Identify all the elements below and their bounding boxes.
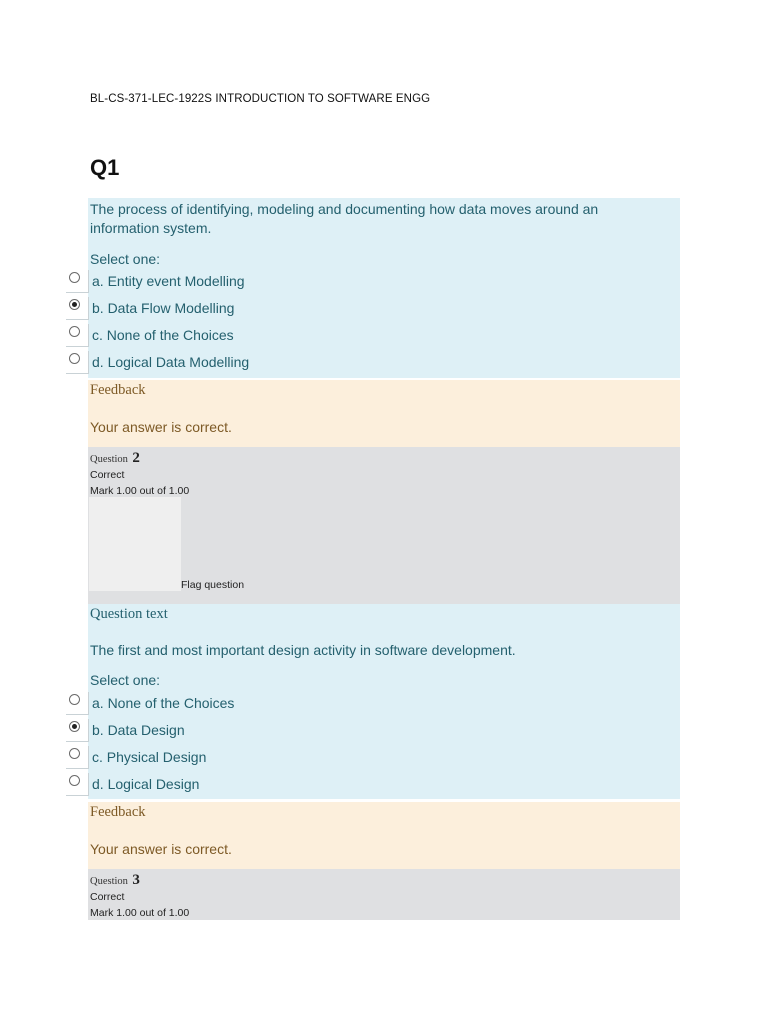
question-3-status: Correct [90,891,125,903]
option-label: a. Entity event Modelling [92,273,245,289]
question-2-number [90,449,140,467]
question-1-select-label: Select one: [90,251,161,267]
question-text-label: Question text [90,606,168,622]
radio-unchecked-icon[interactable] [69,694,80,705]
question-3-mark: Mark 1.00 out of 1.00 [90,907,190,919]
option-label: c. None of the Choices [92,327,234,343]
question-2-info-block [88,447,680,604]
feedback-text: Your answer is correct. [90,419,232,435]
option-label: d. Logical Data Modelling [92,354,250,370]
question-number: 3 [132,872,140,888]
flag-question-link[interactable]: Flag question [181,579,245,591]
radio-unchecked-icon[interactable] [69,748,80,759]
feedback-label: Feedback [90,382,146,398]
question-word: Question [90,454,128,465]
flag-icon[interactable] [89,497,181,591]
question-3-number [90,871,140,889]
question-number: 2 [132,450,140,466]
question-2-mark: Mark 1.00 out of 1.00 [90,485,190,497]
feedback-label: Feedback [90,804,146,820]
question-2-status: Correct [90,469,125,481]
option-label: d. Logical Design [92,776,200,792]
radio-checked-icon[interactable] [69,299,80,310]
question-2-feedback-block [88,802,680,869]
option-label: a. None of the Choices [92,695,235,711]
question-1-text-line1: The process of identifying, modeling and documenting how data moves around an [90,201,599,217]
question-1-feedback-block [88,380,680,447]
radio-unchecked-icon[interactable] [69,775,80,786]
question-word: Question [90,876,128,887]
radio-checked-icon[interactable] [69,721,80,732]
question-2-text: The first and most important design activity in software development. [90,642,516,658]
question-1-text-line2: information system. [90,220,212,236]
option-label: b. Data Flow Modelling [92,300,235,316]
question-heading: Q1 [90,155,120,180]
question-2-select-label: Select one: [90,672,161,688]
radio-unchecked-icon[interactable] [69,326,80,337]
feedback-text: Your answer is correct. [90,841,232,857]
course-title: BL-CS-371-LEC-1922S INTRODUCTION TO SOFTWARE ENGG [90,93,431,105]
option-label: b. Data Design [92,722,185,738]
radio-unchecked-icon[interactable] [69,272,80,283]
option-label: c. Physical Design [92,749,207,765]
radio-unchecked-icon[interactable] [69,353,80,364]
question-3-info-block [88,869,680,920]
